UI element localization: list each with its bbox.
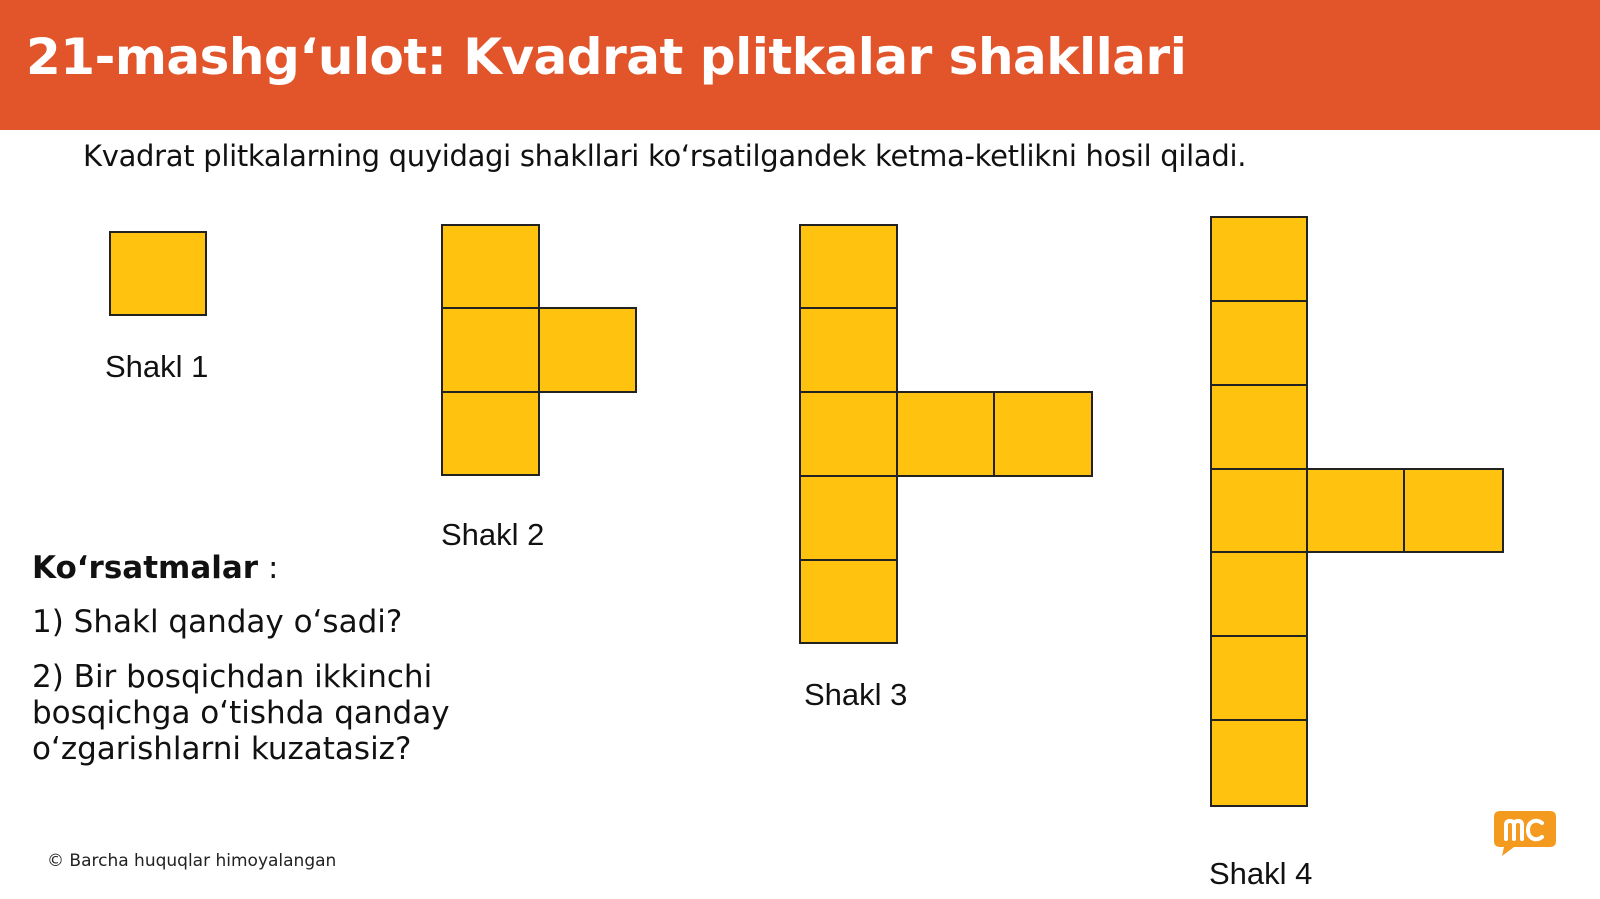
tile	[896, 391, 995, 477]
tile	[441, 307, 540, 393]
tile	[1210, 384, 1308, 470]
shape-4-label: Shakl 4	[1209, 856, 1313, 891]
tile	[1210, 468, 1308, 553]
tile	[441, 224, 540, 309]
shape-3-label: Shakl 3	[804, 677, 908, 712]
tile	[993, 391, 1093, 477]
tile	[538, 307, 637, 393]
tile	[1403, 468, 1504, 553]
shape-2-label: Shakl 2	[441, 517, 545, 552]
subtitle: Kvadrat plitkalarning quyidagi shakllari ko‘rsatilgandek ketma-ketlikni hosil qiladi.	[83, 139, 1247, 173]
tile	[441, 391, 540, 476]
page-title: 21-mashg‘ulot: Kvadrat plitkalar shakllari	[26, 28, 1187, 86]
tile	[799, 559, 898, 644]
tile	[799, 307, 898, 393]
copyright-notice: © Barcha huquqlar himoyalangan	[47, 851, 337, 871]
shape-1-label: Shakl 1	[105, 349, 209, 384]
question-2: 2) Bir bosqichdan ikkinchi bosqichga o‘tishda qanday o‘zgarishlarni kuzatasiz?	[32, 659, 450, 767]
tile	[1210, 635, 1308, 721]
tile	[109, 231, 207, 316]
header-bar	[0, 0, 1600, 130]
tile	[1210, 300, 1308, 386]
question-1: 1) Shakl qanday o‘sadi?	[32, 604, 403, 640]
tile	[1306, 468, 1405, 553]
instructions-heading	[32, 550, 278, 586]
instructions-title: Ko‘rsatmalar	[32, 550, 259, 586]
mc-logo-icon	[1492, 807, 1558, 857]
tile	[799, 475, 898, 561]
tile	[799, 391, 898, 477]
tile	[799, 224, 898, 309]
instructions-colon: :	[258, 550, 279, 586]
tile	[1210, 551, 1308, 637]
tile	[1210, 719, 1308, 807]
tile	[1210, 216, 1308, 302]
